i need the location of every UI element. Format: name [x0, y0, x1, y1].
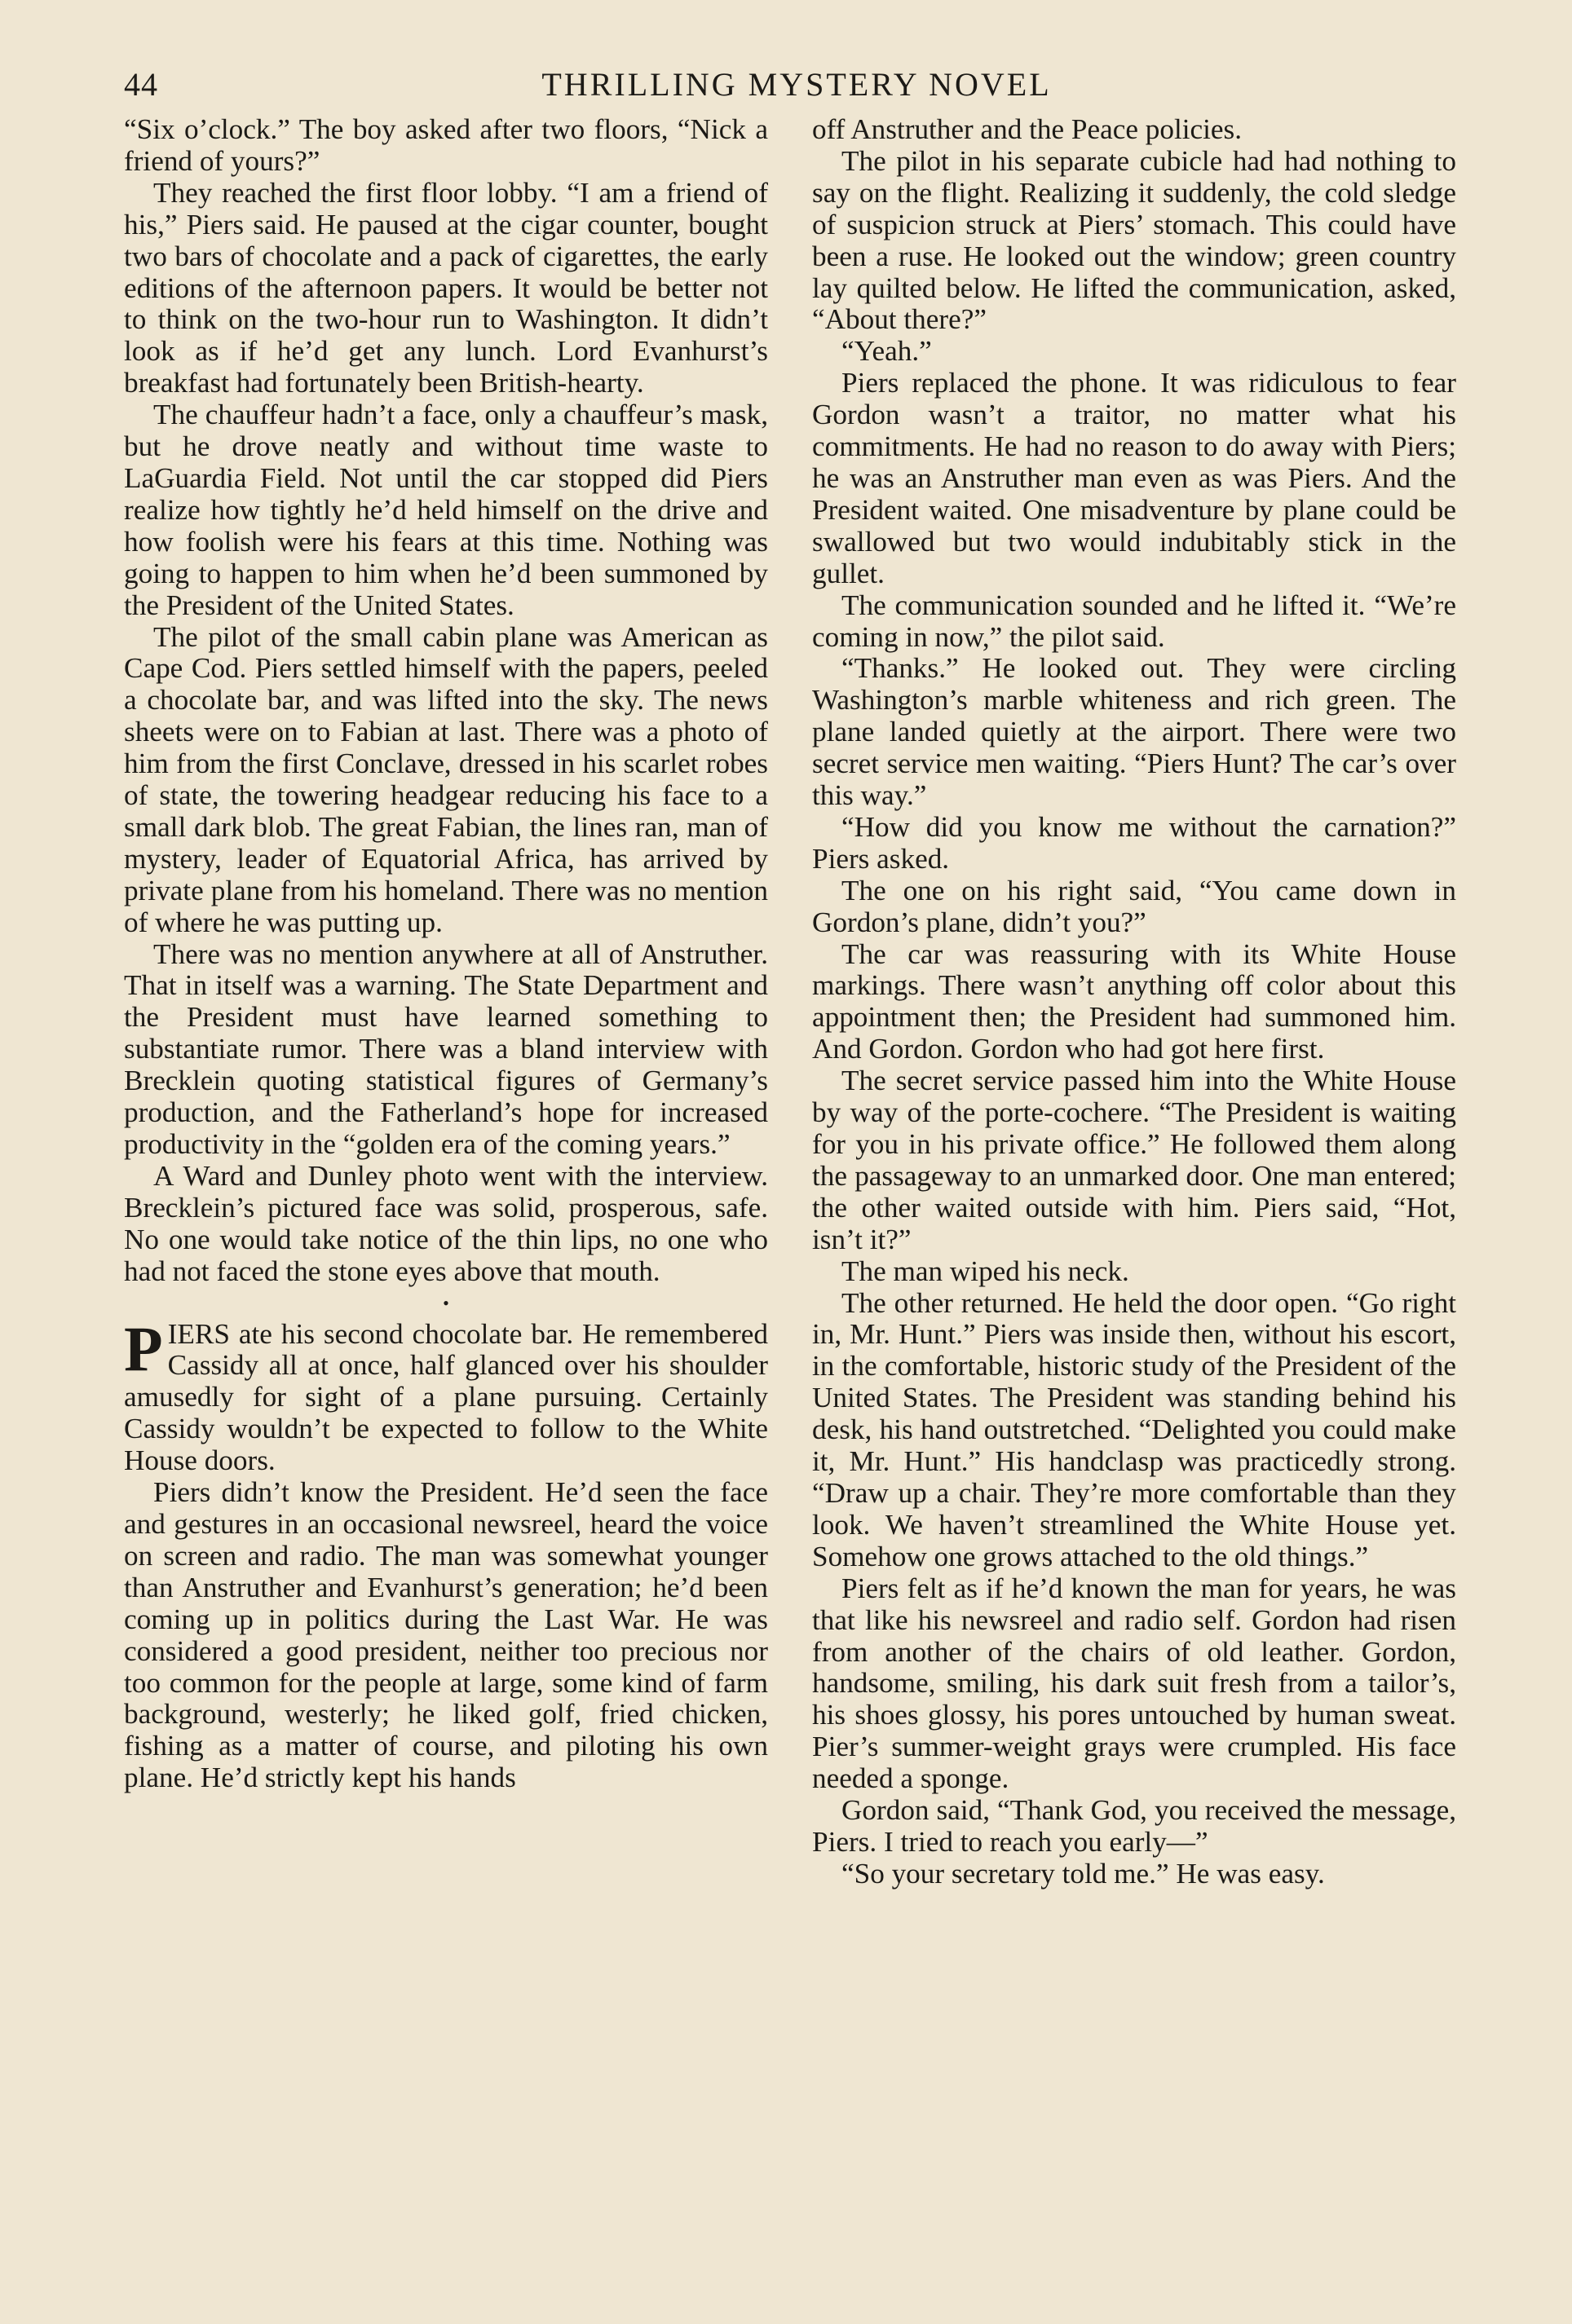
dropcap-paragraph-text: IERS ate his second chocolate bar. He remembered Cassidy all at once, half glanced over his shoulder amusedly for sight of a plane pursuing. Certainly Cassidy wouldn’t be expected to follow to the White House doors.	[124, 1317, 768, 1477]
paragraph: The man wiped his neck.	[841, 1255, 1129, 1287]
left-column	[124, 114, 768, 1794]
paragraph: They reached the first floor lobby. “I am a friend of his,” Piers said. He paused at the cigar counter, bought two bars of chocolate and a pack of cigarettes, the early editions of the afternoon papers. It would be better not to think on the two-hour run to Washington. It didn’t look as if he’d get any lunch. Lord Evanhurst’s breakfast had fortunately been British-hearty.	[124, 176, 768, 399]
paragraph: The secret service passed him into the White House by way of the porte-cochere. “The President is waiting for you in his private office.” He followed them along the passageway to an unmarked door. One man entered; the other waited outside with him. Piers said, “Hot, isn’t it?”	[812, 1065, 1456, 1255]
paragraph: Gordon said, “Thank God, you received the message, Piers. I tried to reach you early—”	[812, 1794, 1456, 1858]
drop-cap: P	[124, 1312, 163, 1384]
paragraph: “So your secretary told me.” He was easy.	[841, 1857, 1325, 1890]
section-break: •	[443, 1292, 449, 1313]
paragraph: “Yeah.”	[841, 335, 932, 368]
paragraph: The one on his right said, “You came down in Gordon’s plane, didn’t you?”	[812, 874, 1456, 938]
paragraph: off Anstruther and the Peace policies.	[812, 113, 1243, 145]
paragraph: The other returned. He held the door open. “Go right in, Mr. Hunt.” Piers was inside then, without his escort, in the comfortable, historic study of the President of the United States. The President was standing behind his desk, his hand outstretched. “Delighted you could make it, Mr. Hunt.” His handclasp was practicedly strong. “Draw up a chair. They’re more comfortable than they look. We haven’t streamlined the White House yet. Somehow one grows attached to the old things.”	[812, 1286, 1456, 1572]
right-column	[812, 114, 1456, 1890]
paragraph: The car was reassuring with its White House markings. There wasn’t anything off color about this appointment then; the President had summoned him. And Gordon. Gordon who had got here first.	[812, 937, 1456, 1065]
paragraph: A Ward and Dunley photo went with the interview. Brecklein’s pictured face was solid, prosperous, safe. No one would take notice of the thin lips, no one who had not faced the stone eyes above that mouth.	[124, 1159, 768, 1287]
paragraph: Piers felt as if he’d known the man for years, he was that like his newsreel and radio self. Gordon had risen from another of the chairs of old leather. Gordon, handsome, smiling, his dark suit fresh from a tailor’s, his shoes glossy, his pores untouched by human sweat. Pier’s summer-weight grays were crumpled. His face needed a sponge.	[812, 1572, 1456, 1795]
paragraph: The chauffeur hadn’t a face, only a chauffeur’s mask, but he drove neatly and without time waste to LaGuardia Field. Not until the car stopped did Piers realize how tightly he’d held himself on the drive and how foolish were his fears at this time. Nothing was going to happen to him when he’d been summoned by the President of the United States.	[124, 399, 768, 621]
paragraph: Piers replaced the phone. It was ridiculous to fear Gordon wasn’t a traitor, no matter what his commitments. He had no reason to do away with Piers; he was an Anstruther man even as was Piers. And the President waited. One misadventure by plane could be swallowed but two would indubitably stick in the gullet.	[812, 367, 1456, 589]
paragraph: “Six o’clock.” The boy asked after two floors, “Nick a friend of yours?”	[124, 113, 768, 177]
paragraph: The communication sounded and he lifted it. “We’re coming in now,” the pilot said.	[812, 589, 1456, 653]
paragraph: “How did you know me without the carnation?” Piers asked.	[812, 810, 1456, 875]
paragraph: Piers didn’t know the President. He’d seen the face and gestures in an occasional newsreel, heard the voice on screen and radio. The man was somewhat younger than Anstruther and Evanhurst’s generation; he’d been coming up in politics during the Last War. He was considered a good president, neither too precious nor too common for the people at large, some kind of farm background, westerly; he liked golf, fried chicken, fishing as a matter of course, and piloting his own plane. He’d strictly kept his hands	[124, 1476, 768, 1794]
paragraph: There was no mention anywhere at all of Anstruther. That in itself was a warning. The State Department and the President must have learned something to substantiate rumor. There was a bland interview with Brecklein quoting statistical figures of Germany’s production, and the Fatherland’s hope for increased productivity in the “golden era of the coming years.”	[124, 937, 768, 1160]
paragraph: The pilot in his separate cubicle had had nothing to say on the flight. Realizing it suddenly, the cold sledge of suspicion struck at Piers’ stomach. This could have been a ruse. He looked out the window; green country lay quilted below. He lifted the communication, asked, “About there?”	[812, 144, 1456, 336]
paragraph: “Thanks.” He looked out. They were circling Washington’s marble whiteness and rich green. The plane landed quietly at the airport. There were two secret service men waiting. “Piers Hunt? The car’s over this way.”	[812, 652, 1456, 812]
running-title: THRILLING MYSTERY NOVEL	[541, 66, 1052, 103]
dropcap-paragraph	[124, 1312, 768, 1478]
page-number: 44	[124, 66, 158, 103]
paragraph: The pilot of the small cabin plane was American as Cape Cod. Piers settled himself with the papers, peeled a chocolate bar, and was lifted into the sky. The news sheets were on to Fabian at last. There was a photo of him from the first Conclave, dressed in his scarlet robes of state, the towering headgear reducing his face to a small dark blob. The great Fabian, the lines ran, man of mystery, leader of Equatorial Africa, has arrived by private plane from his homeland. There was no mention of where he was putting up.	[124, 620, 768, 938]
page-header	[124, 65, 1469, 114]
